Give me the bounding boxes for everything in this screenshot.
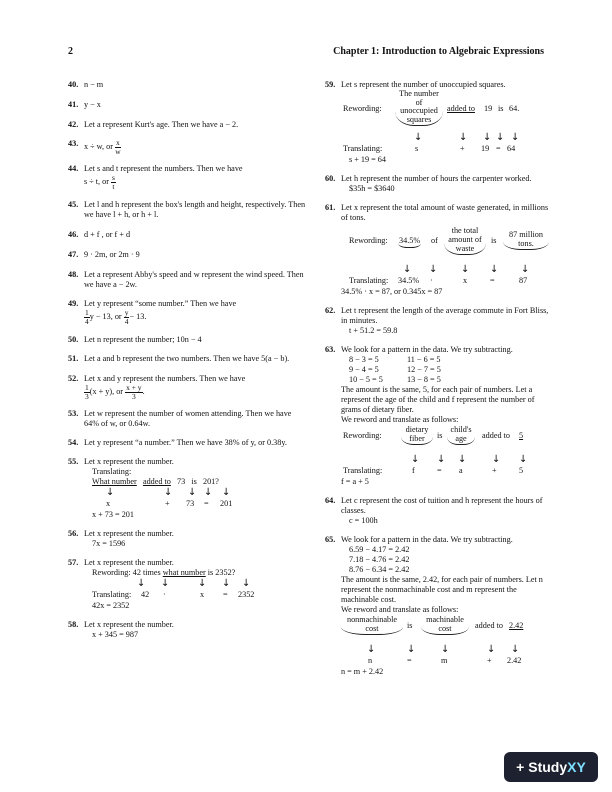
- translating-row: Translating: 42 · x = 2352: [92, 590, 255, 599]
- problem-49: 49. Let y represent “some number.” Then we have $\frac{1}{4}$ y − 13, or $\frac{y}{4}$ − 13.: [68, 299, 237, 326]
- problem-43: 43. x ÷ w, or $\frac{x}{w}$: [68, 138, 121, 156]
- problem-42: 42. Let a represent Kurt's age. Then we have a − 2.: [68, 120, 239, 129]
- problem-48: 48. Let a represent Abby's speed and w represent the wind speed. Then we have a − 2w.: [68, 270, 304, 289]
- problem-46: 46. d + f , or f + d: [68, 230, 131, 239]
- problem-58: 58. Let x represent the number. x + 345 = 987: [68, 620, 174, 639]
- rewording-row: Rewording: The number of unoccupied squares added to 19 is 64.: [341, 90, 550, 124]
- problem-41: 41. y − x: [68, 100, 101, 109]
- problem-60: 60. Let h represent the number of hours the carpenter worked. $35h = $3640: [325, 174, 532, 193]
- pattern-table: 6.59 − 4.17 = 2.42 7.18 − 4.76 = 2.42 8.76 − 6.34 = 2.42: [349, 545, 410, 574]
- problem-50: 50. Let n represent the number; 10n − 4: [68, 335, 202, 344]
- translating-row: x + 73 = 201: [106, 499, 233, 508]
- rewording-row: What number added to 73 is 201?: [92, 477, 219, 486]
- problem-44: 44. Let s and t represent the numbers. Then we have s ÷ t, or $\frac{s}{t}$: [68, 164, 243, 191]
- fraction: $\frac{x + y}{3}$: [126, 383, 142, 401]
- translating-row: n = m + 2.42: [368, 656, 522, 665]
- problem-55: 55. Let x represent the number. Translating: What number added to 73 is 201? ↓ ↓ ↓ ↓ ↓ x + 73 = 201 x + 73 = 201: [68, 457, 306, 520]
- page-header: [68, 46, 544, 59]
- problem-51: 51. Let a and b represent the two numbers. Then we have 5(a − b).: [68, 354, 290, 363]
- problem-56: 56. Let x represent the number. 7x = 1596: [68, 529, 174, 548]
- problem-57: 57. Let x represent the number. Rewording: 42 times what number is 2352? ↓ ↓ ↓ ↓ ↓ Translating: 42 · x = 2352 42x = 2352: [68, 558, 306, 611]
- fraction: $\frac{s}{t}$: [112, 173, 115, 191]
- problem-64: 64. Let c represent the cost of tuition and h represent the hours of classes. c = 100h: [325, 496, 543, 525]
- fraction: $\frac{x}{w}$: [115, 138, 121, 156]
- chapter-title: Chapter 1: Introduction to Algebraic Expressions: [333, 46, 544, 57]
- problem-52: 52. Let x and y represent the numbers. Then we have $\frac{1}{3}$ (x + y), or $\frac{x + y}{3}$ .: [68, 374, 246, 401]
- rewording-row: Rewording: 34.5% of the total amount of waste is 87 million tons.: [341, 226, 550, 256]
- problem-53: 53. Let w represent the number of women attending. Then we have 64% of w, or 0.64w.: [68, 409, 292, 428]
- left-column: [68, 80, 306, 648]
- rewording-row: Rewording: dietary fiber is child's age added to 5: [341, 425, 550, 449]
- problem-59: 59. Let s represent the number of unoccupied squares. Rewording: The number of unoccupied squares added to 19 is 64. ↓ ↓ ↓ ↓ ↓ Translating: s + 19 = 64 s + 19 = 64: [325, 80, 550, 165]
- rewording-row: nonmachinable cost is machinable cost added to 2.42: [341, 615, 550, 639]
- rewording-row: Rewording: 42 times what number is 2352?: [92, 568, 236, 577]
- studyxy-logo: + StudyXY: [504, 752, 598, 782]
- page-number: 2: [68, 46, 73, 57]
- fraction: $\frac{1}{4}$: [85, 308, 89, 326]
- problem-63: 63. We look for a pattern in the data. We try subtracting. 8 − 3 = 5 11 − 6 = 5 9 − 4 = 5 12 − 7 = 5 10 − 5 = 5 13 − 8 = 5 The amount is the same, 5, for each pair of numbers. Let a represent the age of the child and f represent the number of grams of dietary fiber. We reword and translate as follows: Rewording: dietary fiber is child's age added to 5 ↓ ↓ ↓ ↓ ↓ Translating: f = a + 5 f = a + 5: [325, 345, 550, 487]
- problem-54: 54. Let y represent “a number.” Then we have 38% of y, or 0.38y.: [68, 438, 287, 447]
- fraction: $\frac{1}{3}$: [85, 383, 89, 401]
- problem-62: 62. Let t represent the length of the average commute in Fort Bliss, in minutes. t + 51.2 = 59.8: [325, 306, 549, 335]
- translating-row: Translating: s + 19 = 64: [343, 144, 516, 153]
- arrow-row: ↓ ↓ ↓ ↓ ↓: [414, 132, 520, 143]
- arrow-row: ↓ ↓ ↓ ↓ ↓: [367, 644, 520, 655]
- problem-45: 45. Let l and h represent the box's length and height, respectively. Then we have l + h, or h + l.: [68, 200, 306, 219]
- translating-row: Translating: f = a + 5: [343, 466, 524, 475]
- arrow-row: ↓ ↓ ↓ ↓ ↓: [106, 487, 231, 498]
- problem-40: 40. n − m: [68, 80, 104, 89]
- problem-65: 65. We look for a pattern in the data. We try subtracting. 6.59 − 4.17 = 2.42 7.18 − 4.76 = 2.42 8.76 − 6.34 = 2.42 The amount is the same, 2.42, for each pair of numbers. Let n represent the nonmachinable cost and m represent the machinable cost. We reword and translate as follows: nonmachinable cost is machinable cost added to 2.42 ↓ ↓ ↓ ↓ ↓ n = m + 2.42 n = m + 2.42: [325, 535, 550, 677]
- right-column: [325, 80, 550, 685]
- fraction: $\frac{y}{4}$: [124, 308, 129, 326]
- problem-61: 61. Let x represent the total amount of waste generated, in millions of tons. Rewording: 34.5% of the total amount of waste is 87 million tons. ↓ ↓ ↓ ↓ ↓ Translating: 34.5% · x = 87 34.5% · x = 87, or 0.345x = 87: [325, 203, 549, 296]
- translating-row: Translating: 34.5% · x = 87: [349, 276, 528, 285]
- arrow-row: ↓ ↓ ↓ ↓ ↓: [403, 264, 530, 275]
- problem-47: 47. 9 · 2m, or 2m · 9: [68, 250, 140, 259]
- arrow-row: ↓ ↓ ↓ ↓ ↓: [137, 578, 251, 589]
- pattern-table: 8 − 3 = 5 11 − 6 = 5 9 − 4 = 5 12 − 7 = 5 10 − 5 = 5 13 − 8 = 5: [349, 355, 441, 384]
- arrow-row: ↓ ↓ ↓ ↓ ↓: [411, 454, 528, 465]
